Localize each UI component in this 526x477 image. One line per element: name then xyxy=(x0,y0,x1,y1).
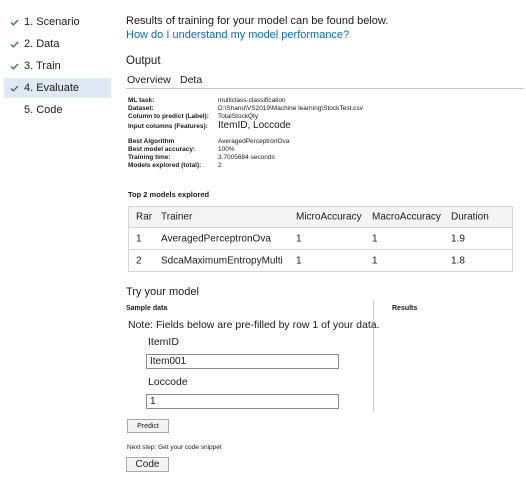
output-tab-bar xyxy=(126,73,524,89)
itemid-label: ItemID xyxy=(148,336,179,348)
section-divider xyxy=(373,300,374,412)
top-models-heading: Top 2 models explored xyxy=(128,190,210,199)
nav-item-train[interactable] xyxy=(4,56,111,76)
prefill-note: Note: Fields below are pre-filled by row 1 of your data. xyxy=(128,319,380,331)
nav-item-label: 5. Code xyxy=(24,104,63,116)
output-heading: Output xyxy=(126,55,161,67)
nav-item-scenario[interactable] xyxy=(4,12,111,32)
model-performance-help-link[interactable]: How do I understand my model performance? xyxy=(126,29,350,41)
checkmark-icon xyxy=(4,63,24,70)
table-cell: 1 xyxy=(136,233,142,244)
table-row[interactable] xyxy=(129,249,512,271)
models-table xyxy=(128,206,513,272)
best-accuracy-value: 100% xyxy=(218,146,235,153)
nav-item-label: 1. Scenario xyxy=(24,16,80,28)
results-heading: Results xyxy=(392,305,418,312)
best-algorithm-value: AveragedPerceptronOva xyxy=(218,138,290,145)
column-header[interactable]: MacroAccuracy xyxy=(372,211,441,223)
nav-item-label: 4. Evaluate xyxy=(24,82,80,94)
models-explored-value: 2 xyxy=(218,162,222,169)
column-header[interactable]: Trainer xyxy=(161,211,193,223)
column-header[interactable]: Rar xyxy=(136,211,153,223)
itemid-input[interactable] xyxy=(146,354,339,369)
nav-item-label: 2. Data xyxy=(24,38,60,50)
next-step-text: Next step: Get your code snippet xyxy=(127,444,222,451)
nav-item-code[interactable] xyxy=(4,100,111,120)
dataset-value: D:\Shanu\VS2019\Machine learning\StockTest.csv xyxy=(218,105,363,112)
table-cell: 1 xyxy=(296,233,302,244)
table-cell: 1.9 xyxy=(451,233,465,244)
try-model-heading: Try your model xyxy=(126,286,199,298)
table-cell: 1 xyxy=(296,255,302,266)
label-column-value: TotalStockQty xyxy=(218,113,259,120)
loccode-label: Loccode xyxy=(148,376,188,388)
loccode-input[interactable] xyxy=(146,394,339,409)
table-cell: 1 xyxy=(372,233,378,244)
wizard-steps-nav xyxy=(0,0,112,130)
code-button[interactable]: Code xyxy=(126,457,169,472)
features-value: ItemID, Loccode xyxy=(218,120,291,131)
table-cell: 1.8 xyxy=(451,255,465,266)
nav-item-evaluate[interactable] xyxy=(4,78,111,98)
tab-overview[interactable]: Overview xyxy=(127,74,171,86)
predict-button[interactable]: Predict xyxy=(127,419,169,433)
checkmark-icon xyxy=(4,41,24,48)
table-header-row xyxy=(129,207,512,227)
ml-task-key: ML task: xyxy=(128,97,155,104)
best-accuracy-key: Best model accuracy: xyxy=(128,146,196,153)
column-header[interactable]: MicroAccuracy xyxy=(296,211,362,223)
best-algorithm-key: Best Algorithm xyxy=(128,138,175,145)
models-explored-key: Models explored (total): xyxy=(128,162,202,169)
intro-text: Results of training for your model can be found below. xyxy=(126,15,389,27)
label-column-key: Column to predict (Label): xyxy=(128,113,209,120)
checkmark-icon xyxy=(4,85,24,92)
checkmark-icon xyxy=(4,19,24,26)
training-time-key: Training time: xyxy=(128,154,171,161)
tab-details[interactable]: Deta xyxy=(180,74,203,86)
table-row[interactable] xyxy=(129,227,512,249)
table-cell: 1 xyxy=(372,255,378,266)
ml-task-value: multiclass-classification xyxy=(218,97,286,104)
table-cell: AveragedPerceptronOva xyxy=(161,233,271,244)
sample-data-heading: Sample data xyxy=(126,305,168,312)
table-cell: SdcaMaximumEntropyMulti xyxy=(161,255,283,266)
column-header[interactable]: Duration xyxy=(451,211,489,223)
features-key: Input columns (Features): xyxy=(128,123,208,130)
nav-item-data[interactable] xyxy=(4,34,111,54)
dataset-key: Dataset: xyxy=(128,105,154,112)
training-time-value: 3.7005684 seconds xyxy=(218,154,275,161)
nav-item-label: 3. Train xyxy=(24,60,61,72)
table-cell: 2 xyxy=(136,255,142,266)
